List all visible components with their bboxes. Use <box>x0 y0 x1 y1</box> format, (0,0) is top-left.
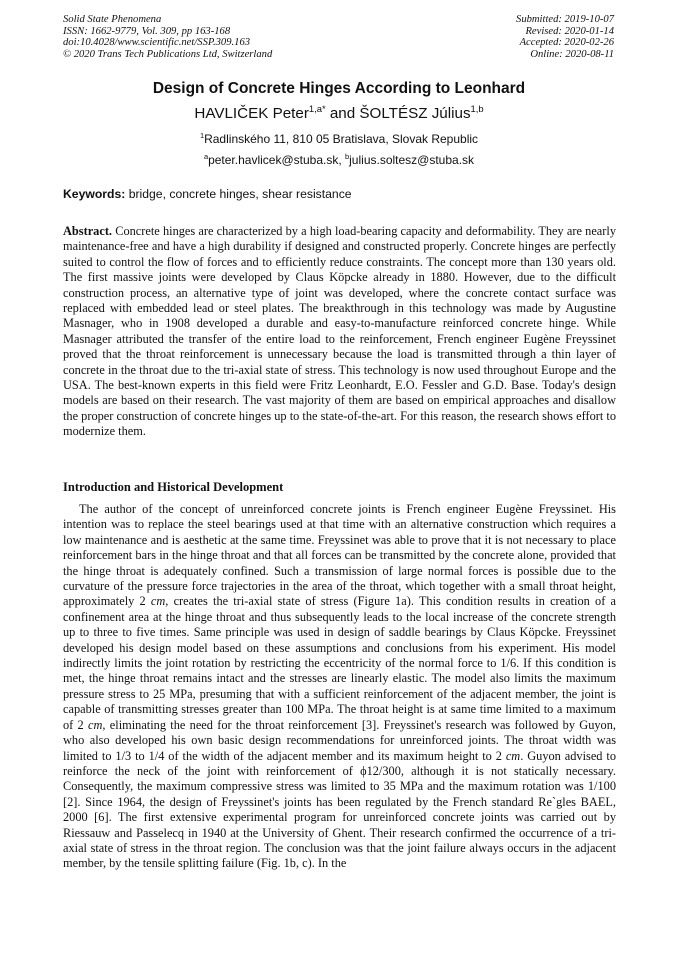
intro-text-4: . Guyon advised to reinforce the neck of the joint with reinforcement of ϕ12/300, although it is not statically necessary. Consequently, the maximum compressive stress was limited to 35 MPa and the maximum rotation was 1/100 [2]. Since 1964, the design of Freyssinet's joints has been regulated by the French standard Re`gles BAEL, 2000 [6]. The first extensive experimental program for unreinforced concrete joints was carried out by Riessauw and Passelecq in 1940 at the University of Ghent. Their research confirmed the occurrence of a tri-axial state of stress in the throat region. The conclusion was that the joint failure always occurs in the adjacent member, by the tensile splitting failure (Fig. 1b, c). In the <box>63 748 616 871</box>
keywords-text: bridge, concrete hinges, shear resistance <box>125 187 352 201</box>
journal-copyright: © 2020 Trans Tech Publications Ltd, Switzerland <box>63 48 273 60</box>
unit-cm-2: cm <box>88 717 103 732</box>
author-2-marker: 1,b <box>470 102 484 114</box>
email-line <box>0 153 678 167</box>
publication-dates <box>516 14 614 60</box>
date-revised: Revised: 2020-01-14 <box>525 25 614 37</box>
unit-cm-1: cm <box>150 594 166 609</box>
intro-text-3: , eliminating the need for the throat reinforcement [3]. Freyssinet's research was followed by Guyon, who also developed his own basic design recommendations for unreinforced joints. The throat width was limited to 1/3 to 1/4 of the width of the adjacent member and its maximum height to 2 <box>63 717 616 763</box>
author-1-marker: 1,a* <box>308 102 326 114</box>
abstract-text: Concrete hinges are characterized by a high load-bearing capacity and deformability. They are nearly maintenance-free and have a high durability if designed and constructed properly. Concrete hinges are perfectly suited to control the flow of forces and to efficiently reduce constraints. The concept more than 130 years old. The first massive joints were developed by Claus Köpcke already in 1880. However, due to the difficult construction process, an alternative type of joint was developed, where the concrete contact surface was replaced with embedded lead or steel plates. The breakthrough in this technology was made by Augustine Masnager, who in 1908 developed a durable and easy-to-manufacture reinforced concrete hinge. While Masnager attributed the transfer of the entire load to the reinforcement, French engineer Eugène Freyssinet proved that the throat reinforcement is unnecessary because the load is transmitted through a thin layer of concrete in the throat due to the tri-axial state of stress. This technology is now used throughout Europe and the USA. The best-known experts in this field were Fritz Leonhardt, E.O. Fessler and G.D. Base. Today's design models are based on their research. The vast majority of them are based on empirical approaches and disallow the proper construction of concrete hinges up to the state-of-the-art. For this reason, the research shows effort to modernize them. <box>63 224 616 439</box>
section-heading: Introduction and Historical Development <box>63 480 284 494</box>
keywords <box>63 187 352 201</box>
abstract-label: Abstract. <box>63 224 113 238</box>
author-2: ŠOLTÉSZ Július <box>359 105 471 122</box>
intro-text-1: The author of the concept of unreinforced concrete joints is French engineer Eugène Freyssinet. His intention was to replace the steel bearings used at that time with an alternative construction which requires a low maintenance and is aesthetic at the same time. Freyssinet was able to prove that it is not necessary to place reinforcement bars in the hinge throat and that all forces can be transmitted by the concrete alone, provided that the hinge throat is adequately confined. Such a transmission of large normal forces is possible due to the curvature of the pressure force trajectories in the area of the throat, which together with a small throat height, approximately 2 <box>63 502 616 609</box>
paper-title: Design of Concrete Hinges According to Leonhard <box>152 80 526 97</box>
date-submitted: Submitted: 2019-10-07 <box>516 14 614 25</box>
journal-issn: ISSN: 1662-9779, Vol. 309, pp 163-168 <box>63 25 231 37</box>
abstract <box>63 224 616 440</box>
email-separator: , <box>338 153 345 167</box>
email-a-marker: a <box>203 152 209 161</box>
author-1: HAVLIČEK Peter <box>194 105 309 122</box>
email-b-marker: b <box>345 152 350 161</box>
journal-info <box>63 14 272 60</box>
date-online: Online: 2020-08-11 <box>530 48 614 60</box>
intro-paragraph <box>63 502 616 872</box>
email-b[interactable]: julius.soltesz@stuba.sk <box>349 153 475 167</box>
affiliation-text: Radlinského 11, 810 05 Bratislava, Slovak Republic <box>204 132 479 146</box>
keywords-label: Keywords: <box>63 187 126 201</box>
author-line <box>0 102 678 122</box>
author-conjunction: and <box>325 105 360 122</box>
journal-name: Solid State Phenomena <box>63 14 162 25</box>
unit-cm-3: cm <box>505 748 521 763</box>
affiliation <box>0 132 678 146</box>
email-a[interactable]: peter.havlicek@stuba.sk <box>208 153 339 167</box>
date-accepted: Accepted: 2020-02-26 <box>519 37 614 49</box>
intro-text-2: , creates the tri-axial state of stress (Figure 1a). This condition results in creation of a confinement area at the hinge throat and thus subsequently leads to the local increase of the concrete strength up to three to five times. Same principle was used in design of saddle bearings by Claus Köpcke. Freyssinet developed his design model based on these assumptions and conclusions from his experiment. His model indirectly limits the joint rotation by restricting the eccentricity of the normal force to 1/6. If this condition is met, the hinge throat remains intact and the stresses are linearly elastic. The model also limits the maximum pressure stress to 25 MPa, presuming that with a sufficient reinforcement of the adjacent member, the joint is capable of transmitting stresses greater than 100 MPa. The throat height is at same time limited to a maximum of 2 <box>63 594 616 732</box>
journal-doi: doi:10.4028/www.scientific.net/SSP.309.163 <box>63 37 251 49</box>
affiliation-marker: 1 <box>199 131 205 140</box>
